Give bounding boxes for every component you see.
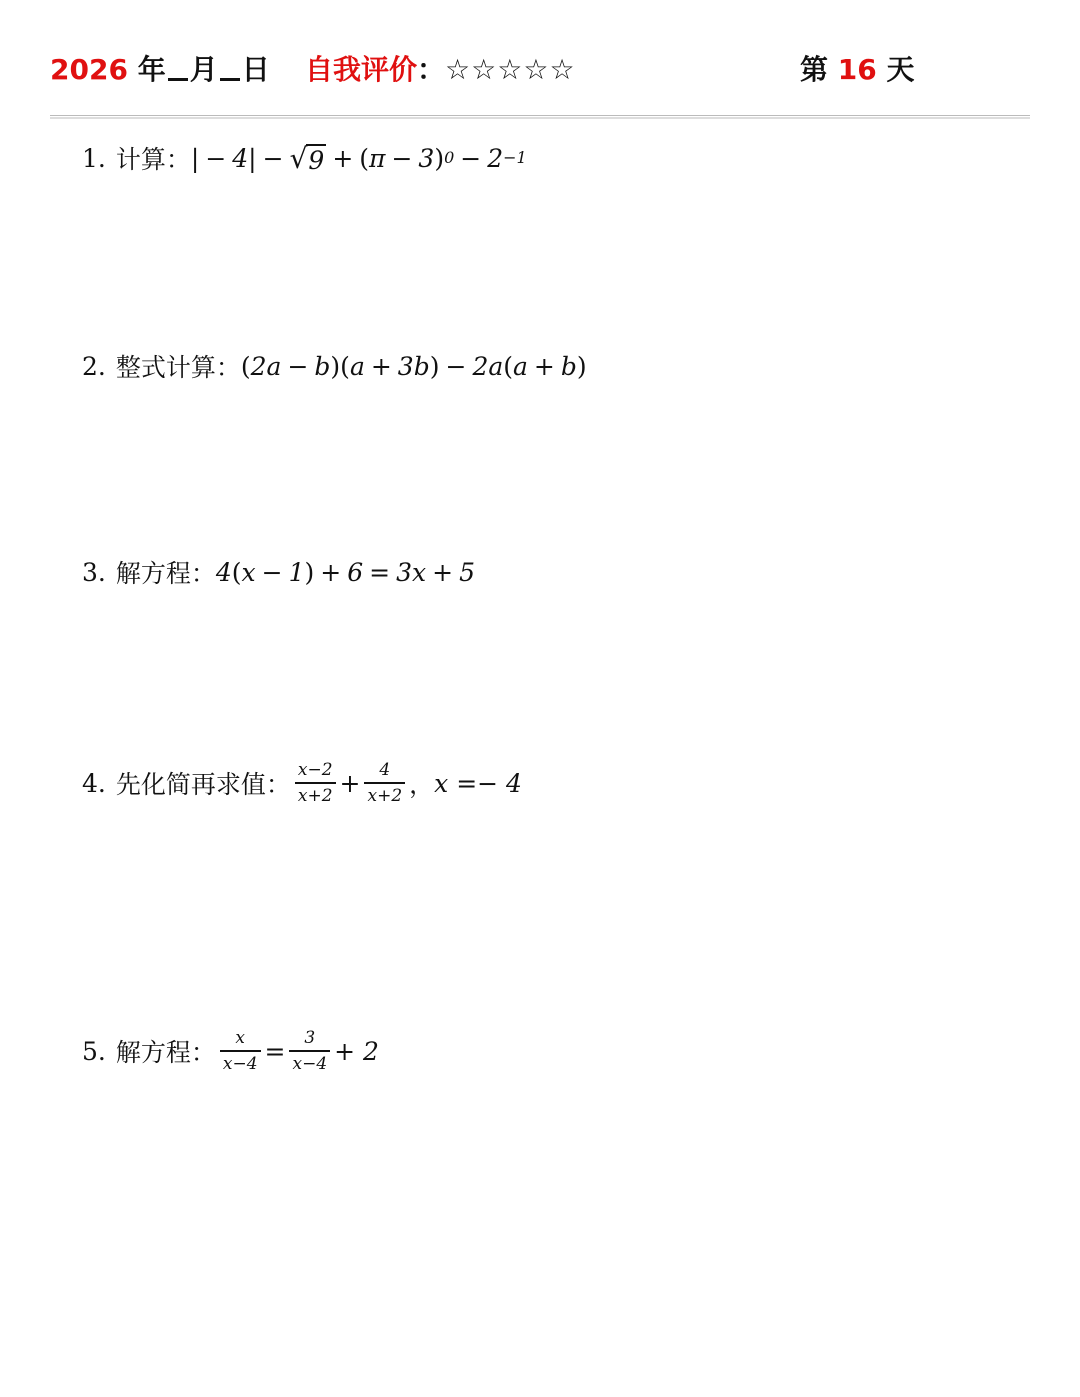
problem-number: 2. [82,351,106,381]
fraction: $\frac{4}{x+2}$ [364,760,405,806]
day-suffix: 天 [886,53,915,86]
problem-expression: $\frac{x}{x-4}$ = $\frac{3}{x-4}$ + 2 [216,1028,379,1074]
rating-stars-icon[interactable]: ☆☆☆☆☆ [445,53,576,86]
problem-2 [82,348,587,384]
header-divider [50,115,1030,119]
month-label: 月 [189,53,218,86]
fraction: $\frac{x}{x-4}$ [220,1028,261,1074]
problem-expression: $\frac{x-2}{x+2}$ + $\frac{4}{x+2}$ ， x =− 4 [291,760,522,806]
self-evaluation [305,50,576,90]
day-counter [800,50,915,90]
problem-label: 先化简再求值： [115,770,291,799]
day-prefix: 第 [800,53,829,86]
problem-expression: ( 2a − b )( a + 3b ) − 2a ( a + b ) [240,351,587,381]
condition: x =− 4 [434,768,522,798]
year-suffix: 年 [137,53,166,86]
month-blank[interactable] [168,52,188,81]
day-label: 日 [241,53,270,86]
fraction: $\frac{3}{x-4}$ [289,1028,330,1074]
problem-label: 计算： [115,145,191,174]
problem-label: 解方程： [115,559,216,588]
problem-number: 4. [82,768,106,798]
problem-number: 5. [82,1036,106,1066]
problem-label: 解方程： [115,1038,216,1067]
problem-1 [82,140,527,176]
fraction: $\frac{x-2}{x+2}$ [295,760,336,806]
problem-label: 整式计算： [115,353,241,382]
self-eval-label: 自我评价 [305,53,418,86]
problem-number: 3. [82,557,106,587]
worksheet-header [0,0,1080,110]
day-number: 16 [837,53,877,86]
self-eval-colon: ： [417,53,446,86]
problem-3 [82,554,475,590]
tail: + 2 [334,1036,379,1066]
problem-4 [82,760,522,806]
problem-expression: 4 ( x − 1 ) + 6 = 3x + 5 [215,557,475,587]
day-blank[interactable] [220,52,240,81]
problem-expression: | − 4 | − √ 9 + ( π − 3 ) 0 − 2 −1 [190,141,527,175]
problem-number: 1. [82,143,106,173]
date-line [50,50,270,90]
problem-5 [82,1028,379,1074]
year: 2026 [50,53,128,86]
